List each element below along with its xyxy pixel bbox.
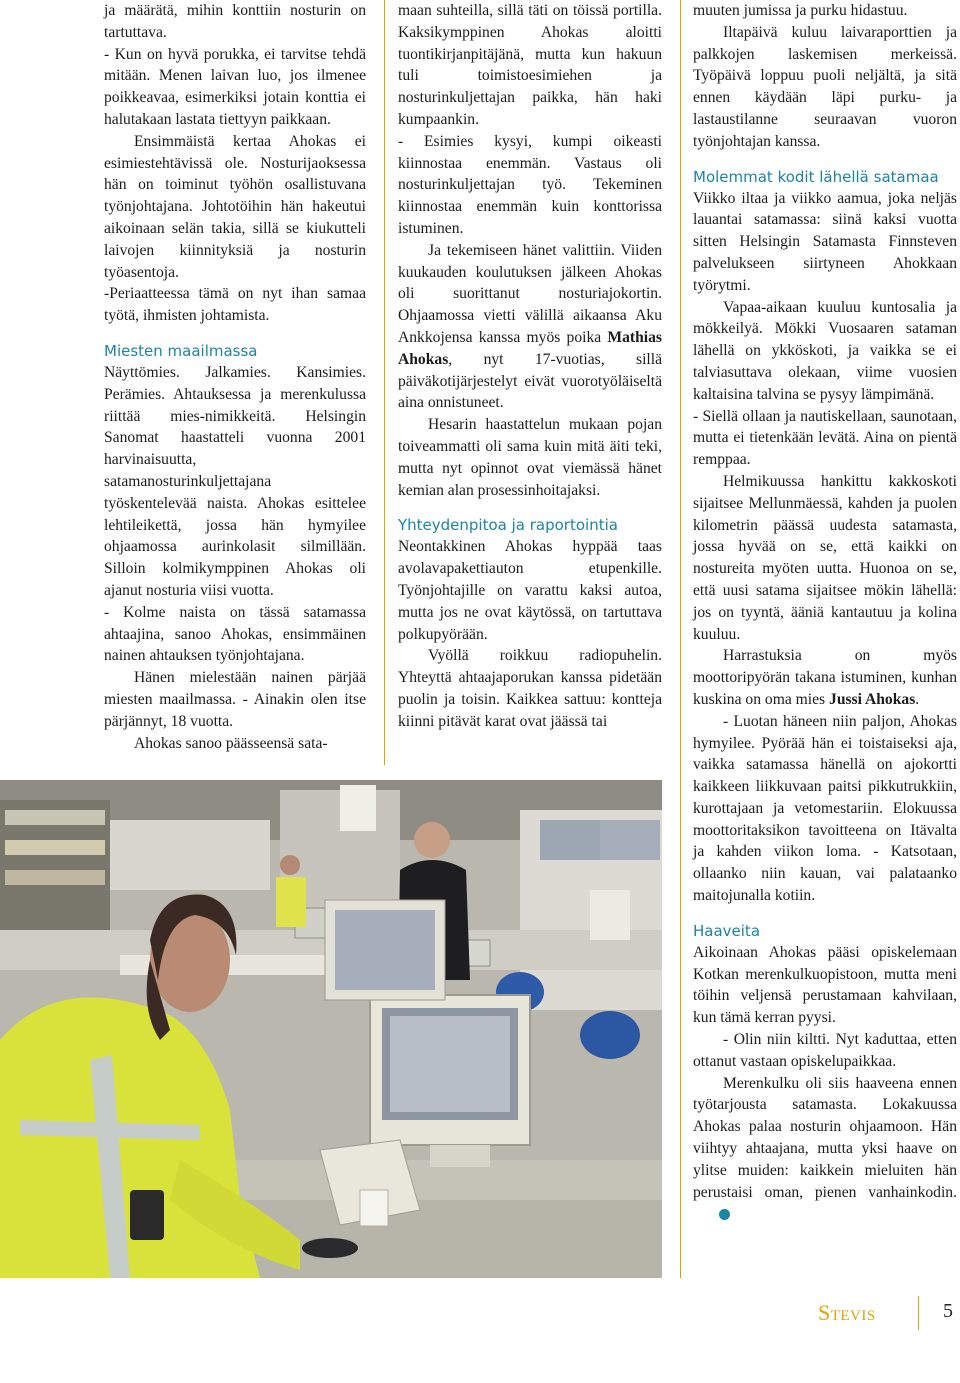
- paragraph: Hesarin haastattelun mukaan pojan toiveammatti oli sama kuin mitä äiti teki, mutta nyt opinnot ovat viemässä hänet kemian alan prosessinhoitajaksi.: [398, 416, 662, 499]
- column-rule-left: [384, 0, 385, 765]
- text-column-2: [398, 0, 662, 733]
- office-photo: [0, 780, 662, 1278]
- paragraph: [398, 240, 662, 414]
- section-heading: Molemmat kodit lähellä satamaa: [693, 167, 939, 186]
- paragraph: [693, 645, 957, 710]
- paragraph: muuten jumissa ja purku hidastuu.: [693, 2, 908, 19]
- page-number: 5: [943, 1300, 953, 1322]
- paragraph: - Esimies kysyi, kumpi oikeasti kiinnostaa enemmän. Vastaus oli nosturinkuljettajan työ. Tekeminen kiinnostaa enemmän kuin konttorissa istuminen.: [398, 132, 662, 237]
- paragraph: Helmikuussa hankittu kakkoskoti sijaitsee Mellunmäessä, kahden ja puolen kilometrin päässä uudesta satamasta, jossa hyvää on se, että kaikki on nostureita myöten uutta. Huonoa on se, että uusi satama sijaitsee mökin lähellä: jos on tyyntä, ääniä kantautuu ja kolina kuuluu.: [693, 472, 957, 643]
- paragraph-text: Harrastuksia on myös moottoripyörän takana istuminen, kunhan kuskina on oma mies: [693, 647, 957, 708]
- paragraph: Vyöllä roikkuu radiopuhelin. Yhteyttä ahtaajaporukan kanssa pidetään puolin ja toisin. Kaikkea sattuu: kontteja kiinni pitävät karat ovat jäässä tai: [398, 647, 662, 730]
- text-column-1: [104, 0, 366, 754]
- section-heading: Yhteydenpitoa ja raportointia: [398, 516, 618, 535]
- paragraph: Ahokas sanoo päässeensä sata-: [134, 734, 328, 752]
- paragraph: Viikko iltaa ja viikko aamua, joka neljäs lauantai satamassa: siinä kaksi vuotta sitten Helsingin Satamasta Finnsteven palvelukseen siirtyneen Ahokkaan työrytmi.: [693, 189, 957, 294]
- person-name: Jussi Ahokas: [829, 690, 916, 708]
- paragraph-text: Merenkulku oli siis haaveena ennen työtarjousta satamasta. Lokakuussa Ahokas palaa nosturin ohjaamoon. Hän viihtyy ahtaajana, mutta yksi haave on ylitse muiden: kaikkein mieluiten hän perustaisi oman, pienen vanhainkodin.: [693, 1074, 957, 1201]
- section-heading: Miesten maailmassa: [104, 341, 258, 360]
- paragraph: - Siellä ollaan ja nautiskellaan, saunotaan, mutta ei tietenkään levätä. Aina on pientä remppaa.: [693, 407, 957, 469]
- paragraph: ja määrätä, mihin konttiin nosturin on tartuttava.: [104, 2, 366, 41]
- paragraph: -Periaatteessa tämä on nyt ihan samaa työtä, ihmisten johtamista.: [104, 285, 366, 325]
- paragraph: Iltapäivä kuluu laivaraporttien ja palkkojen laskemisen merkeissä. Työpäivä loppuu puoli neljältä, ja sitä ennen käydään läpi purku- ja lastaustilanne seuraavan vuoron työnjohtajan kanssa.: [693, 23, 957, 150]
- paragraph: Neontakkinen Ahokas hyppää taas avolavapakettiauton etupenkille. Työnjohtajille on varattu kaksi autoa, mutta jos ne ovat käytössä, on tartuttava polkupyörään.: [398, 538, 662, 643]
- paragraph: Näyttömies. Jalkamies. Kansimies. Perämies. Ahtauksessa ja merenkulussa riittää mies-nimikkeitä. Helsingin Sanomat haastatteli vuonna 2001 harvinaisuutta, satamanosturinkuljettajana työskentelevää naista. Ahokas esittelee lehtileikettä, jossa hän hymyilee ohjaamossa aurinkolasit silmillään. Silloin kolmikymppinen Ahokas oli ajanut nosturia viisi vuotta.: [104, 363, 366, 599]
- paragraph: [693, 1073, 957, 1226]
- person-name: Mathias Ahokas: [398, 328, 662, 368]
- paragraph-text: Ja tekemiseen hänet valittiin. Viiden kuukauden koulutuksen jälkeen Ahokas oli suorittanut nosturiajokortin. Ohjaamossa vietti välillä aikaansa Aku Ankkojensa kanssa myös poika: [398, 241, 662, 346]
- paragraph: maan suhteilla, sillä täti on töissä portilla. Kaksikymppinen Ahokas aloitti tuontikirjanpitäjänä, mutta kun hakuun tuli toimistoesimiehen ja nosturinkuljettajan paikka, hän haki kumpaankin.: [398, 2, 662, 128]
- paragraph: - Luotan häneen niin paljon, Ahokas hymyilee. Pyörää hän ei toistaiseksi aja, vaikka satamassa hänellä on ajokortti kaikkeen liikkuvaan paitsi pikkutrukkiin, kurottajaan ja vetomestariin. Elokuussa moottoritaksikon tavoitteena on Itävalta ja kahden viikon loma. - Katsotaan, ollaanko niin kauan, vai palataanko maitojunalla kotiin.: [693, 712, 957, 905]
- paragraph: - Olin niin kiltti. Nyt kaduttaa, etten ottanut vastaan opiskelupaikkaa.: [693, 1031, 957, 1070]
- paragraph-text: .: [915, 690, 920, 708]
- paragraph: Vapaa-aikaan kuuluu kuntosalia ja mökkeilyä. Mökki Vuosaaren sataman lähellä on ykköskoti, ja vaikka se ei talviasuttava olekaan, viime vuosien kaltaisina talvina se pysyy lämpimänä.: [693, 298, 957, 403]
- paragraph: Aikoinaan Ahokas pääsi opiskelemaan Kotkan merenkulkuopistoon, mutta meni töihin veljensä perustamaan kahvilaan, kun tämä kerran pyysi.: [693, 943, 957, 1027]
- paragraph: - Kun on hyvä porukka, ei tarvitse tehdä mitään. Menen laivan luo, jos ilmenee poikkeavaa, esimerkiksi jotain konttia ei halutakaan lastata tiettyyn paikkaan.: [104, 45, 366, 128]
- paragraph-text: , nyt 17-vuotias, sillä päiväkotijärjestelyt eivät vuorotyöläiseltä aina onnistuneet.: [398, 350, 662, 412]
- paragraph: - Kolme naista on tässä satamassa ahtaajina, sanoo Ahokas, ensimmäinen nainen ahtauksen työnjohtajana.: [104, 603, 366, 665]
- paragraph: Ensimmäistä kertaa Ahokas ei esimiestehtävissä ole. Nosturijaoksessa hän on toiminut työhön osallistuvana työnjohtajana. Johtotöihin hän hakeutui aikoinaan selän takia, sillä se kiukutteli laivojen kiinnityksiä ja nosturin työasentoja.: [104, 132, 366, 281]
- paragraph: Hänen mielestään nainen pärjää miesten maailmassa. - Ainakin olen itse pärjännyt, 18 vuotta.: [104, 669, 366, 730]
- end-mark-icon: [719, 1209, 730, 1220]
- section-heading: Haaveita: [693, 921, 761, 940]
- text-column-3: [693, 0, 957, 1225]
- column-rule-right: [680, 0, 681, 1278]
- brand-logo: Stevis: [818, 1300, 876, 1325]
- footer-divider: [918, 1296, 919, 1330]
